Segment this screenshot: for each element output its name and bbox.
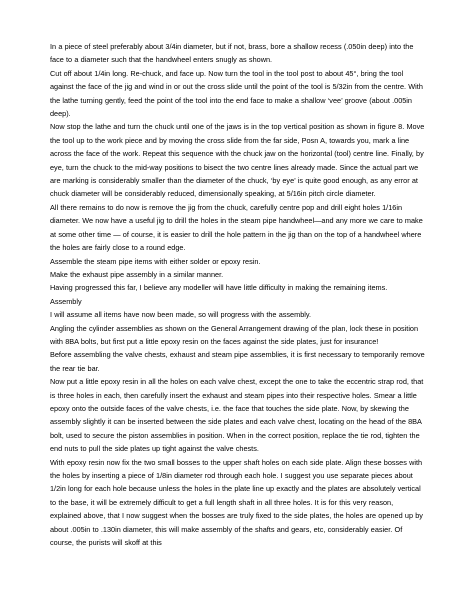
paragraph-remaining-items: Having progressed this far, I believe any modeller will have little difficulty in making the remaining items. <box>50 283 388 293</box>
paragraph-bosses: With epoxy resin now fix the two small bosses to the upper shaft holes on each side plate. Align these bosses with the holes by inserting a piece of 1/8in diameter rod through each hole. I suggest you use separate pieces about 1/2in long for each hole because unless the holes in the plate line up exactly and the plates are absolutely vertical to the base, it will be extremely difficult to get a full length shaft in all three holes. It is for this very reason, explained above, that I now suggest when the bosses are truly fixed to the side plates, the holes are opened up by about .005in to .130in diameter, this will make assembly of the shafts and gears, etc, considerably easier. Of course, the purists will skoff at this <box>50 457 423 548</box>
paragraph-tie-bar: Before assembling the valve chests, exhaust and steam pipe assemblies, it is first necessary to temporarily remove the rear tie bar. <box>50 350 425 373</box>
paragraph-exhaust-pipe: Make the exhaust pipe assembly in a similar manner. <box>50 269 224 279</box>
paragraph-valve-chests: Now put a little epoxy resin in all the holes on each valve chest, except the one to take the eccentric strap rod, that is three holes in each, then carefully insert the exhaust and steam pipes into their respective holes. Smear a little epoxy onto the outside faces of the valve chests, i.e. the face that touches the side plate. Now, by skewing the assembly slightly it can be inserted between the side plates and each valve chest, locating on the head of the 8BA bolt, used to secure the piston assemblies in position. When in the correct position, replace the tie rod, tighten the end nuts to pull the side plates up tight against the valve chests. <box>50 377 424 454</box>
paragraph-cut-off: Cut off about 1/4in long. Re-chuck, and face up. Now turn the tool in the tool post to about 45°, bring the tool against the face of the jig and wind in or out the cross slide until the point of the tool is 5/32in from the centre. With the lathe turning gently, feed the point of the tool into the end face to make a shallow ‘vee’ groove (about .005in deep). <box>50 68 423 119</box>
section-heading-assembly: Assembly <box>50 296 82 306</box>
paragraph-cylinders: Angling the cylinder assemblies as shown on the General Arrangement drawing of the plan, lock these in position with 8BA bolts, but first put a little epoxy resin on the faces against the side plates, just for insurance! <box>50 323 419 346</box>
paragraph-mark-lines: Now stop the lathe and turn the chuck until one of the jaws is in the top vertical position as shown in figure 8. Move the tool up to the work piece and by moving the cross slide from the far side, Posn A, towards you, mark a line across the face of the work. Repeat this sequence with the chuck jaw on the horizontal (tool) centre line. Finally, by eye, turn the chuck to the mid-way positions to bisect the two centre lines already made. Since the actual part we are marking is considerably smaller than the diameter of the chuck, ‘by eye’ is quite good enough, as any error at chuck diameter will be considerably reduced, dimensionally speaking, at 5/16in pitch circle diameter. <box>50 122 425 199</box>
paragraph-steam-pipe: Assemble the steam pipe items with either solder or epoxy resin. <box>50 256 261 266</box>
paragraph-assembly-intro: I will assume all items have now been made, so will progress with the assembly. <box>50 310 312 320</box>
paragraph-drill-holes: All there remains to do now is remove the jig from the chuck, carefully centre pop and drill eight holes 1/16in diameter. We now have a useful jig to drill the holes in the steam pipe handwheel—and any more we care to make at some other time — of course, it is easier to drill the hole pattern in the jig than on the top of a handwheel where the holes are fairly close to a round edge. <box>50 202 423 253</box>
paragraph-jig-recess: In a piece of steel preferably about 3/4in diameter, but if not, brass, bore a shallow recess (.050in deep) into the face to a diameter such that the handwheel enters snugly as shown. <box>50 42 414 65</box>
